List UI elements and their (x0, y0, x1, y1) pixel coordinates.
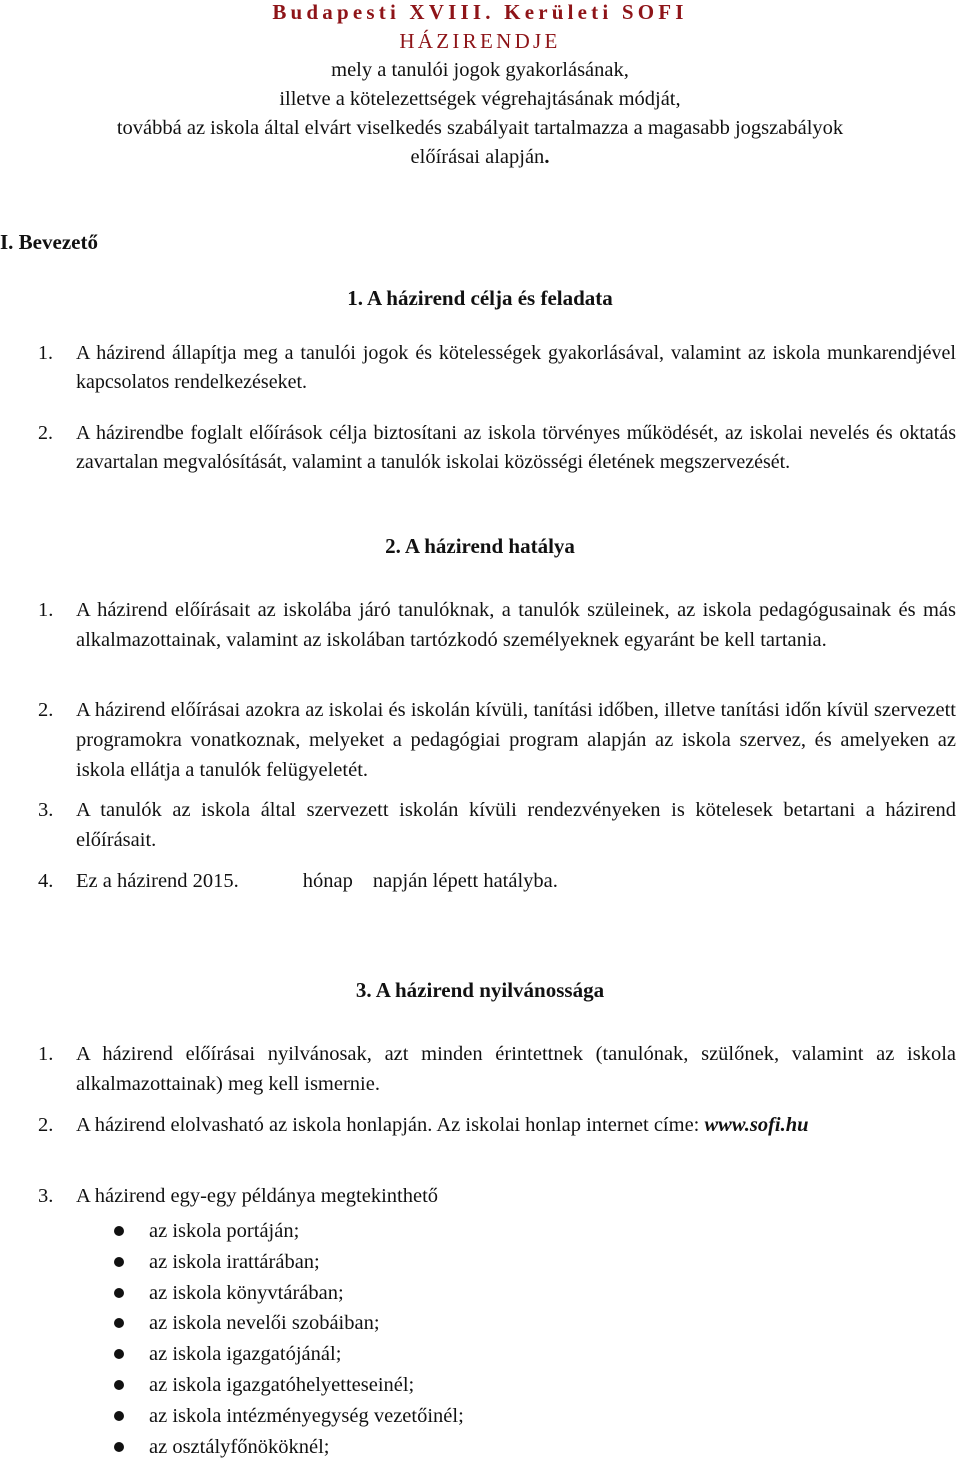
item-text (76, 866, 956, 896)
item-number: 2. (38, 422, 53, 444)
bullet-icon (114, 1442, 124, 1452)
list-item-text: az iskola nevelői szobáiban; (149, 1312, 380, 1335)
item-text: A házirendbe foglalt előírások célja biztosítani az iskola törvényes működését, az iskolai nevelés és oktatás zavartalan megvalósítását, valamint a tanulók iskolai közösségi életének megszervezését. (76, 422, 956, 473)
locations-list (0, 1216, 960, 1462)
effective-date-month: hónap (302, 870, 353, 892)
section-title-1: 1. A házirend célja és feladata (347, 286, 613, 310)
section-2-item-2 (38, 695, 956, 785)
section-2-item-4 (38, 866, 956, 896)
section-3-item-1 (38, 1039, 956, 1099)
list-item-text: az iskola könyvtárában; (149, 1281, 344, 1304)
subtitle-line-4-dot: . (544, 146, 550, 168)
item-number: 3. (38, 1185, 54, 1207)
bullet-icon (114, 1411, 124, 1421)
item-text: A tanulók az iskola által szervezett iskolán kívüli rendezvényeken is kötelesek betartani a házirend előírásait. (76, 799, 956, 851)
effective-date-day: napján lépett hatályba. (372, 870, 558, 892)
bullet-icon (114, 1288, 124, 1298)
document-header (0, 0, 960, 172)
subtitle-line-2: illetve a kötelezettségek végrehajtásának módját, (279, 88, 681, 110)
list-item (0, 1247, 960, 1278)
item-text: A házirend előírásai azokra az iskolai és iskolán kívüli, tanítási időben, illetve tanítási időn kívül szervezett programokra vonatkoznak, melyeket a pedagógiai program alapján az iskola szervez, és amelyeken az iskola ellátja a tanulók felügyeletét. (76, 699, 956, 781)
subtitle-line-4-text: előírásai alapján (410, 146, 545, 168)
bullet-icon (114, 1226, 124, 1236)
item-text: A házirend előírásai nyilvánosak, azt minden érintettnek (tanulónak, szülőnek, valamint az iskola alkalmazottainak) meg kell ismernie. (76, 1043, 956, 1095)
list-item-text: az iskola igazgatójánál; (149, 1343, 342, 1366)
list-item (0, 1339, 960, 1370)
subtitle-line-1: mely a tanulói jogok gyakorlásának, (331, 59, 629, 81)
list-item-text: az iskola irattárában; (149, 1250, 320, 1273)
chapter-title: I. Bevezető (0, 230, 98, 254)
section-title-3: 3. A házirend nyilvánossága (355, 978, 605, 1002)
list-item (0, 1401, 960, 1432)
item-number: 4. (38, 870, 54, 892)
list-item (0, 1308, 960, 1339)
list-item-text: az osztályfőnököknél; (149, 1435, 330, 1458)
item-text-body: A házirend elolvasható az iskola honlapján. Az iskolai honlap internet címe: (76, 1114, 700, 1136)
bullet-icon (114, 1349, 124, 1359)
list-item (0, 1432, 960, 1462)
item-text: A házirend állapítja meg a tanulói jogok és kötelességek gyakorlásával, valamint az iskola munkarendjével kapcsolatos rendelkezéseket. (76, 342, 956, 393)
item-number: 2. (38, 1114, 54, 1136)
list-item (0, 1278, 960, 1309)
section-1-item-1 (38, 339, 956, 396)
effective-date-year: Ez a házirend 2015. (76, 870, 239, 892)
item-text: A házirend egy-egy példánya megtekinthető (76, 1185, 439, 1207)
section-2-item-3 (38, 795, 956, 855)
subtitle-line-3: továbbá az iskola által elvárt viselkedés szabályait tartalmazza a magasabb jogszabályok (116, 117, 844, 139)
section-title-2: 2. A házirend hatálya (385, 534, 575, 558)
bullet-icon (114, 1257, 124, 1267)
section-3-item-2 (38, 1110, 956, 1140)
item-number: 1. (38, 1043, 54, 1065)
list-item (0, 1216, 960, 1247)
item-text (76, 1110, 956, 1140)
bullet-icon (114, 1318, 124, 1328)
section-2-item-1 (38, 595, 956, 655)
subtitle-line-4 (0, 143, 960, 172)
document-title: HÁZIRENDJE (399, 29, 561, 53)
website-link[interactable]: www.sofi.hu (704, 1114, 809, 1136)
list-item-text: az iskola igazgatóhelyetteseinél; (149, 1373, 415, 1396)
item-number: 2. (38, 699, 54, 721)
school-name: Budapesti XVIII. Kerületi SOFI (272, 0, 688, 24)
list-item (0, 1370, 960, 1401)
section-1-item-2 (38, 419, 956, 476)
bullet-icon (114, 1380, 124, 1390)
list-item-text: az iskola portáján; (149, 1220, 300, 1242)
item-number: 1. (38, 342, 53, 364)
item-text: A házirend előírásait az iskolába járó tanulóknak, a tanulók szüleinek, az iskola pedagógusainak és más alkalmazottainak, valamint az iskolában tartózkodó személyeknek egyaránt be kell tartania. (76, 599, 956, 651)
section-3-item-3 (38, 1181, 956, 1211)
item-number: 1. (38, 599, 54, 621)
list-item-text: az iskola intézményegység vezetőinél; (149, 1404, 464, 1427)
item-number: 3. (38, 799, 54, 821)
